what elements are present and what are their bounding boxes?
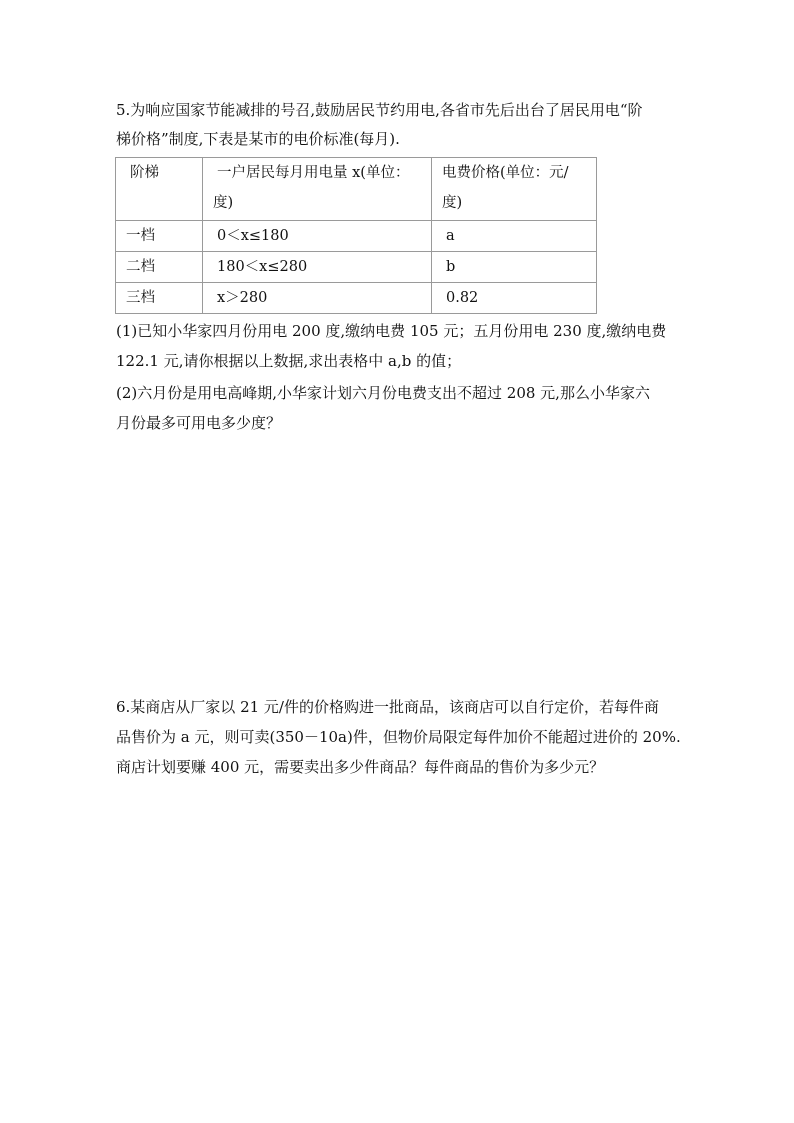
tier-cell: 三档 [116, 283, 203, 314]
q5-sub1-line1: (1)已知小华家四月份用电 200 度,缴纳电费 105 元；五月份用电 230 度,缴纳电费 [116, 322, 667, 340]
q5-sub2-line2: 月份最多可用电多少度？ [116, 414, 282, 432]
tier-cell: 二档 [116, 252, 203, 283]
header-usage: 一户居民每月用电量 x(单位： 度) [203, 158, 432, 221]
range-cell: 180＜x≤280 [203, 252, 432, 283]
q5-sub1-line2: 122.1 元,请你根据以上数据,求出表格中 a,b 的值； [116, 352, 462, 370]
table-row [116, 221, 597, 252]
q5-text-line2: 梯价格”制度,下表是某市的电价标准(每月). [116, 130, 400, 148]
price-cell: 0.82 [432, 283, 597, 314]
table-row [116, 283, 597, 314]
price-cell: b [432, 252, 597, 283]
range-cell: 0＜x≤180 [203, 221, 432, 252]
electricity-price-table [115, 157, 597, 314]
range-cell: x＞280 [203, 283, 432, 314]
price-cell: a [432, 221, 597, 252]
q6-text-line2: 品售价为 a 元，则可卖(350－10a)件，但物价局限定每件加价不能超过进价的 20%. [116, 728, 681, 746]
q6-text-line1: 6.某商店从厂家以 21 元/件的价格购进一批商品，该商店可以自行定价，若每件商 [116, 698, 659, 716]
header-tier: 阶梯 [116, 158, 203, 221]
q5-text-line1: 5.为响应国家节能减排的号召,鼓励居民节约用电,各省市先后出台了居民用电“阶 [116, 101, 643, 119]
q6-text-line3: 商店计划要赚 400 元，需要卖出多少件商品？每件商品的售价为多少元？ [116, 758, 605, 776]
header-price: 电费价格(单位：元/ 度) [432, 158, 597, 221]
q5-sub2-line1: (2)六月份是用电高峰期,小华家计划六月份电费支出不超过 208 元,那么小华家六 [116, 384, 650, 402]
tier-cell: 一档 [116, 221, 203, 252]
table-header-row [116, 158, 597, 221]
table-row [116, 252, 597, 283]
